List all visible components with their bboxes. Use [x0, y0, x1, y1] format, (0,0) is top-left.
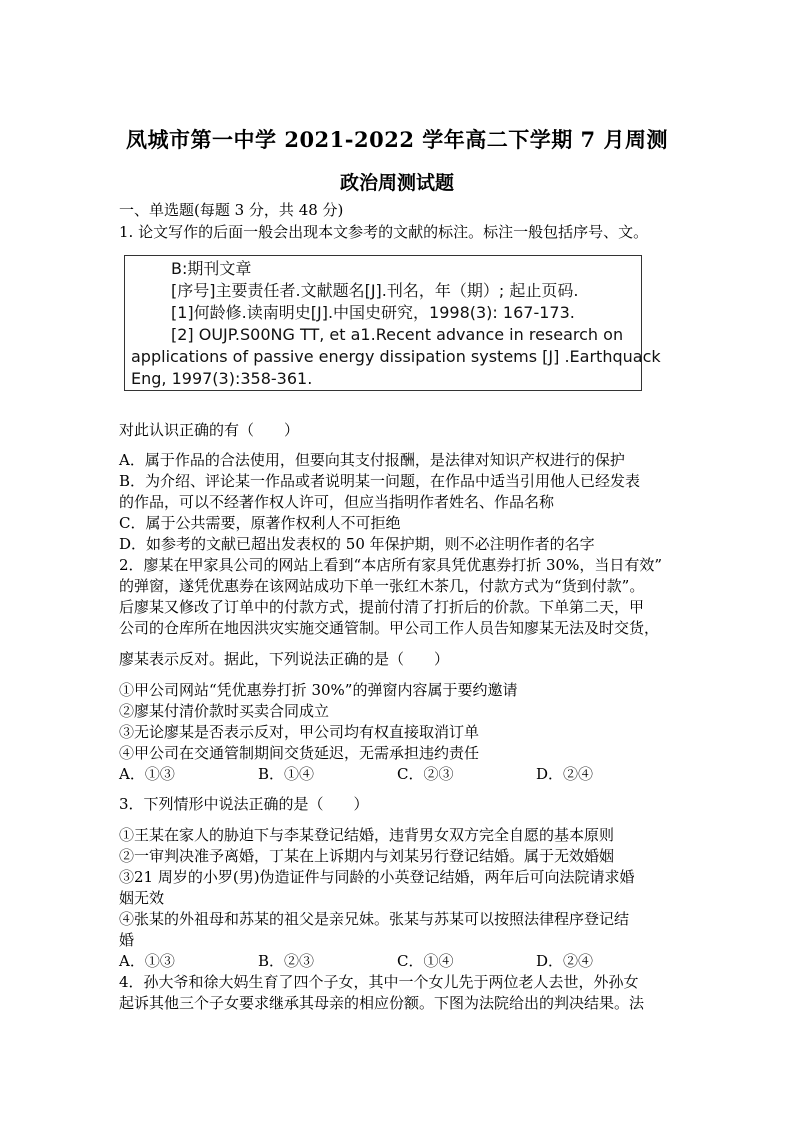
q1-stem: 1. 论文写作的后面一般会出现本文参考的文献的标注。标注一般包括序号、文。 [119, 223, 649, 241]
q1-option-b-cont: 的作品，可以不经著作权人许可，但应当指明作者姓名、作品名称 [119, 493, 555, 511]
ref-line: [1]何龄修.读南明史[J].中国史研究，1998(3): 167-173. [171, 303, 575, 322]
q4-stem-line: 起诉其他三个子女要求继承其母亲的相应份额。下图为法院给出的判决结果。法 [119, 994, 645, 1012]
q2-statement: ②廖某付清价款时买卖合同成立 [119, 702, 330, 720]
q1-option-a: A．属于作品的合法使用，但要向其支付报酬，是法律对知识产权进行的保护 [119, 451, 625, 469]
q3-statement-cont: 姻无效 [119, 889, 165, 907]
q2-statement: ③无论廖某是否表示反对，甲公司均有权直接取消订单 [119, 723, 480, 741]
q2-stem-line: 的弹窗，遂凭优惠券在该网站成功下单一张红木茶几，付款方式为“货到付款”。 [119, 577, 645, 595]
q4-stem-line: 4．孙大爷和徐大妈生育了四个子女，其中一个女儿先于两位老人去世，外孙女 [119, 973, 639, 991]
q2-statement: ①甲公司网站“凭优惠券打折 30%”的弹窗内容属于要约邀请 [119, 681, 518, 699]
q3-stem: 3．下列情形中说法正确的是（ ） [119, 795, 369, 813]
q2-choice-d: D．②④ [536, 765, 594, 783]
q1-option-c: C．属于公共需要，原著作权利人不可拒绝 [119, 514, 401, 532]
q3-choice-b: B．②③ [258, 952, 315, 970]
q3-statement-cont: 婚 [119, 931, 135, 949]
ref-line: [序号]主要责任者.文献题名[J].刊名，年（期）; 起止页码. [171, 281, 579, 300]
q2-choice-a: A．①③ [119, 765, 175, 783]
q3-statement: ④张某的外祖母和苏某的祖父是亲兄妹。张某与苏某可以按照法律程序登记结 [119, 910, 630, 928]
q2-choice-b: B．①④ [258, 765, 315, 783]
q3-choice-c: C．①④ [397, 952, 454, 970]
ref-line: B:期刊文章 [171, 259, 252, 278]
q2-choice-c: C．②③ [397, 765, 454, 783]
q3-choice-a: A．①③ [119, 952, 175, 970]
q3-statement: ①王某在家人的胁迫下与李某登记结婚，违背男女双方完全自愿的基本原则 [119, 826, 615, 844]
ref-line: applications of passive energy dissipation systems [J] .Earthquack [131, 347, 661, 366]
page-subtitle: 政治周测试题 [339, 172, 454, 194]
q2-stem-line: 后廖某又修改了订单中的付款方式，提前付清了打折后的价款。下单第二天，甲 [119, 598, 645, 616]
q2-question: 廖某表示反对。据此，下列说法正确的是（ ） [119, 650, 450, 668]
q3-statement: ③21 周岁的小罗(男)伪造证件与同龄的小英登记结婚，两年后可向法院请求婚 [119, 868, 635, 886]
q3-statement: ②一审判决准予离婚，丁某在上诉期内与刘某另行登记结婚。属于无效婚姻 [119, 847, 615, 865]
q2-stem-line: 2．廖某在甲家具公司的网站上看到“本店所有家具凭优惠券打折 30%，当日有效” [119, 556, 662, 574]
ref-line: Eng, 1997(3):358-361. [131, 369, 313, 388]
section-heading: 一、单选题(每题 3 分，共 48 分) [119, 201, 344, 219]
page-title: 凤城市第一中学 2021-2022 学年高二下学期 7 月周测 [126, 127, 668, 152]
q1-option-b: B．为介绍、评论某一作品或者说明某一问题，在作品中适当引用他人已经发表 [119, 472, 641, 490]
q2-stem-line: 公司的仓库所在地因洪灾实施交通管制。甲公司工作人员告知廖某无法及时交货， [119, 619, 660, 637]
reference-box [124, 255, 661, 391]
q2-statement: ④甲公司在交通管制期间交货延迟，无需承担违约责任 [119, 744, 480, 762]
ref-line: [2] OUJP.S00NG TT, et a1.Recent advance in research on [171, 325, 624, 344]
q1-question: 对此认识正确的有（ ） [119, 421, 300, 439]
q3-choice-d: D．②④ [536, 952, 594, 970]
q1-option-d: D．如参考的文献已超出发表权的 50 年保护期，则不必注明作者的名字 [119, 535, 595, 553]
